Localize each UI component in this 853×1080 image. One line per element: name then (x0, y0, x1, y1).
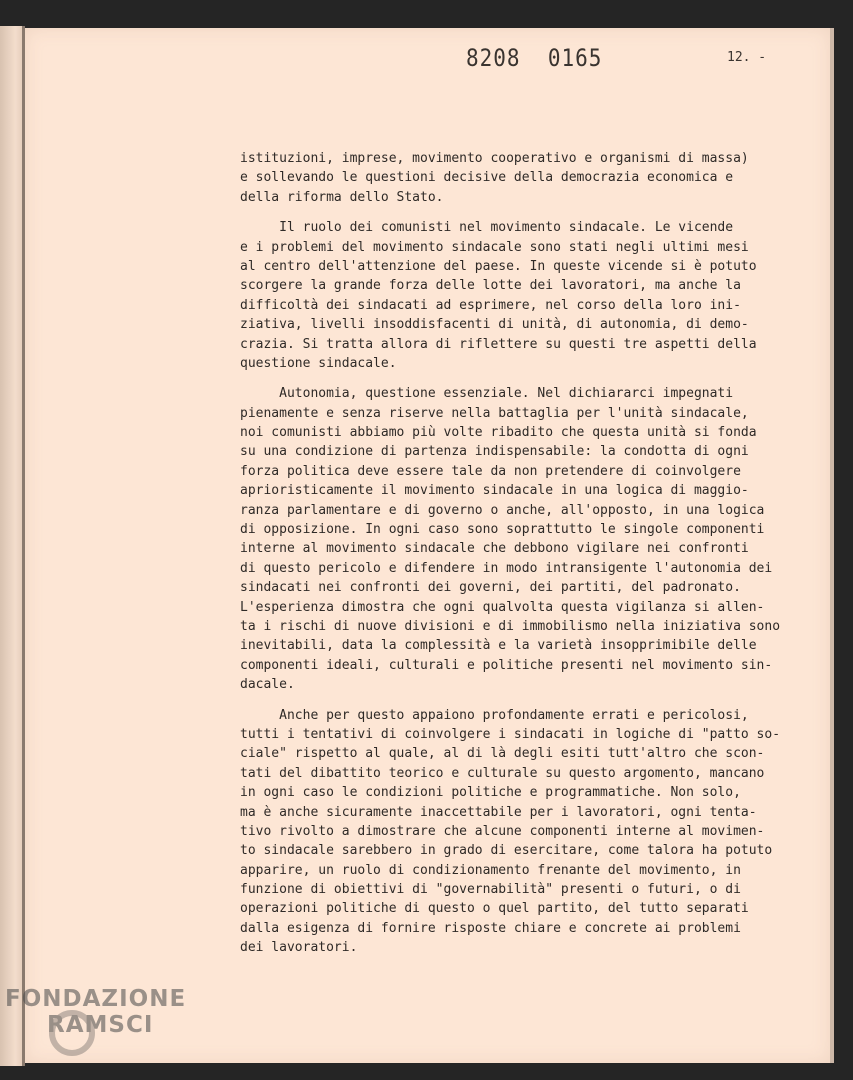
text-line: scorgere la grande forza delle lotte dei lavoratori, ma anche la (240, 278, 741, 294)
paragraph-2 (240, 218, 810, 373)
text-line: dacale. (240, 677, 295, 693)
text-line: componenti ideali, culturali e politiche presenti nel movimento sin- (240, 657, 773, 673)
paragraph-3 (240, 384, 810, 694)
page-right-edge (830, 28, 834, 1063)
text-line: pienamente e senza riserve nella battaglia per l'unità sindacale, (240, 405, 749, 421)
text-line: ranza parlamentare e di governo o anche, all'opposto, in una logica (240, 502, 765, 518)
text-line: tati del dibattito teorico e culturale su questo argomento, mancano (240, 765, 765, 781)
archive-number: 8208 0165 (466, 44, 603, 72)
paragraph-1 (240, 149, 810, 207)
fondazione-gramsci-watermark (5, 986, 220, 1038)
text-line: sindacati nei confronti dei governi, dei partiti, del padronato. (240, 580, 741, 596)
text-line: Il ruolo dei comunisti nel movimento sindacale. Le vicende (240, 220, 734, 236)
text-line: di opposizione. In ogni caso sono soprattutto le singole componenti (240, 522, 765, 538)
gramsci-g-logo-icon (49, 1010, 95, 1056)
text-line: al centro dell'attenzione del paese. In queste vicende si è potuto (240, 258, 757, 274)
text-line: ma è anche sicuramente inaccettabile per i lavoratori, ogni tenta- (240, 804, 757, 820)
previous-page-edge (0, 26, 22, 1066)
text-line: tivo rivolto a dimostrare che alcune componenti interne al movimen- (240, 823, 765, 839)
text-line: funzione di obiettivi di "governabilità" presenti o futuri, o di (240, 882, 741, 898)
text-line: interne al movimento sindacale che debbono vigilare nei confronti (240, 541, 749, 557)
text-line: operazioni politiche di questo o quel partito, del tutto separati (240, 901, 749, 917)
text-line: in ogni caso le condizioni politiche e programmatiche. Non solo, (240, 785, 741, 801)
text-line: ta i rischi di nuove divisioni e di immobilismo nella iniziativa sono (240, 618, 781, 634)
text-line: apparire, un ruolo di condizionamento frenante del movimento, in (240, 862, 741, 878)
text-line: aprioristicamente il movimento sindacale in una logica di maggio- (240, 483, 749, 499)
text-line: L'esperienza dimostra che ogni qualvolta questa vigilanza si allen- (240, 599, 765, 615)
watermark-line-1: FONDAZIONE (5, 986, 187, 1012)
text-line: e sollevando le questioni decisive della democrazia economica e (240, 170, 734, 186)
text-line: inevitabili, data la complessità e la varietà insopprimibile delle (240, 638, 757, 654)
text-line: crazia. Si tratta allora di riflettere su questi tre aspetti della (240, 336, 757, 352)
text-line: istituzioni, imprese, movimento cooperativo e organismi di massa) (240, 151, 749, 166)
text-line: e i problemi del movimento sindacale sono stati negli ultimi mesi (240, 239, 749, 255)
text-line: ziativa, livelli insoddisfacenti di unità, di autonomia, di demo- (240, 317, 749, 333)
text-line: tutti i tentativi di coinvolgere i sindacati in logiche di "patto so- (240, 726, 781, 742)
text-line: della riforma dello Stato. (240, 189, 444, 205)
page-number: 12. - (727, 50, 767, 65)
text-line: noi comunisti abbiamo più volte ribadito che questa unità si fonda (240, 425, 757, 441)
text-line: su una condizione di partenza indispensabile: la condotta di ogni (240, 444, 749, 460)
body-text (240, 149, 810, 969)
text-line: ciale" rispetto al quale, al di là degli esiti tutt'altro che scon- (240, 746, 765, 762)
text-line: difficoltà dei sindacati ad esprimere, nel corso della loro ini- (240, 297, 741, 313)
text-line: forza politica deve essere tale da non pretendere di coinvolgere (240, 463, 741, 479)
text-line: to sindacale sarebbero in grado di esercitare, come talora ha potuto (240, 843, 773, 859)
text-line: Anche per questo appaiono profondamente errati e pericolosi, (240, 707, 749, 723)
text-line: dei lavoratori. (240, 940, 358, 956)
paragraph-4 (240, 706, 810, 958)
text-line: dalla esigenza di fornire risposte chiare e concrete ai problemi (240, 920, 741, 936)
text-line: di questo pericolo e difendere in modo intransigente l'autonomia dei (240, 560, 773, 576)
watermark-line-2: RAMSCI (47, 1012, 154, 1038)
text-line: Autonomia, questione essenziale. Nel dichiararci impegnati (240, 386, 734, 402)
text-line: questione sindacale. (240, 355, 397, 371)
